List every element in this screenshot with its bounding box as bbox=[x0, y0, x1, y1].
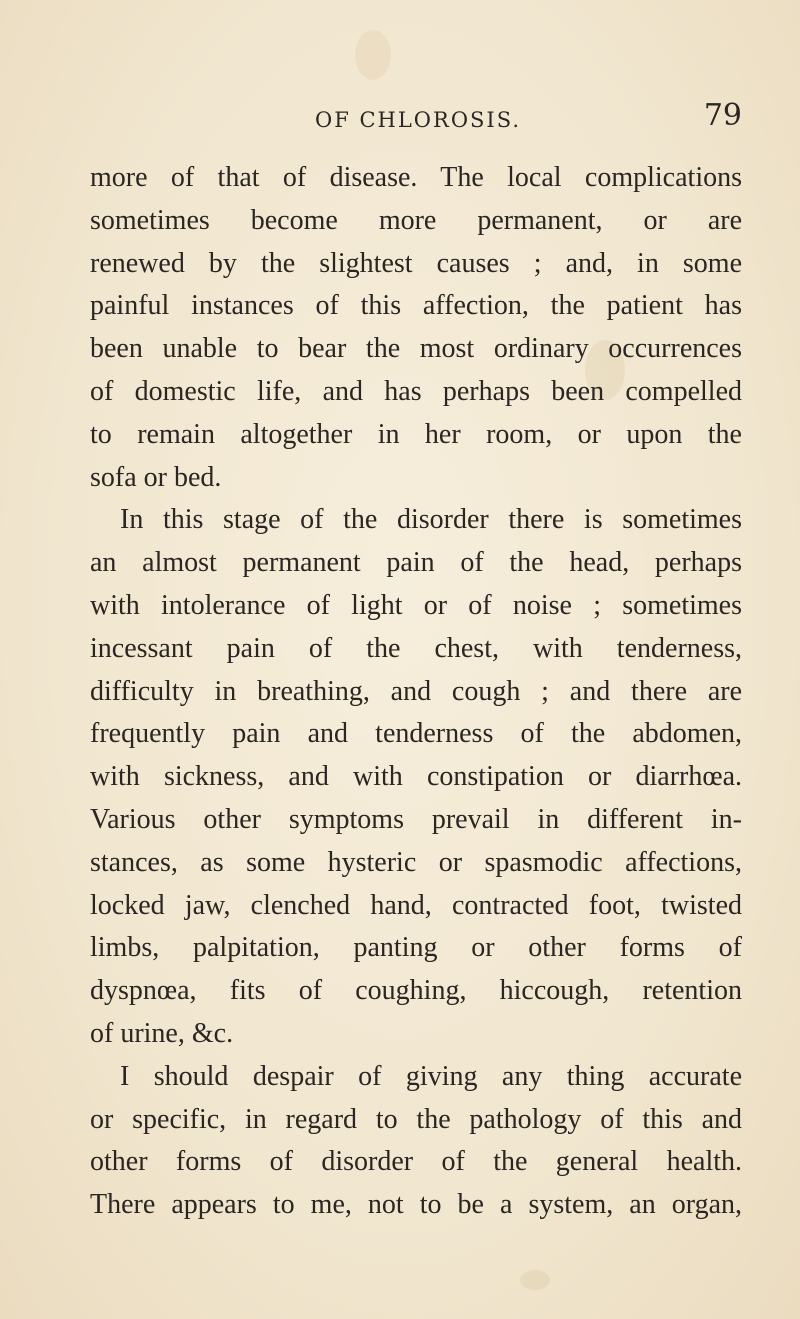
paper-stain bbox=[355, 30, 391, 80]
text-line: of domestic life, and has perhaps been compelled bbox=[90, 375, 742, 407]
text-line: renewed by the slightest causes ; and, in some bbox=[90, 247, 742, 279]
text-line: or specific, in regard to the pathology of this and bbox=[90, 1103, 742, 1135]
running-head bbox=[100, 98, 742, 144]
paragraph-start-line: I should despair of giving any thing accurate bbox=[120, 1060, 742, 1092]
text-line: locked jaw, clenched hand, contracted foot, twisted bbox=[90, 889, 742, 921]
text-line: limbs, palpitation, panting or other forms of bbox=[90, 932, 742, 964]
running-head-title: OF CHLOROSIS. bbox=[315, 108, 522, 132]
text-line: been unable to bear the most ordinary occurrences bbox=[90, 333, 742, 365]
text-line: other forms of disorder of the general health. bbox=[90, 1146, 742, 1178]
text-line: to remain altogether in her room, or upon the bbox=[90, 418, 742, 450]
text-line: with intolerance of light or of noise ; sometimes bbox=[90, 589, 742, 621]
text-line: more of that of disease. The local complications bbox=[90, 162, 742, 193]
text-line: sofa or bed. bbox=[90, 461, 222, 493]
text-line: There appears to me, not to be a system, an organ, bbox=[90, 1189, 742, 1221]
text-line: an almost permanent pain of the head, perhaps bbox=[90, 547, 742, 579]
page-number: 79 bbox=[703, 98, 742, 133]
paragraph-start-line: In this stage of the disorder there is sometimes bbox=[120, 504, 742, 536]
text-line: frequently pain and tenderness of the abdomen, bbox=[90, 718, 742, 750]
text-line: of urine, &c. bbox=[90, 1017, 234, 1049]
text-line: dyspnœa, fits of coughing, hiccough, retention bbox=[90, 975, 742, 1007]
text-line: Various other symptoms prevail in different in- bbox=[90, 803, 742, 835]
text-line: incessant pain of the chest, with tenderness, bbox=[90, 632, 742, 664]
text-line: painful instances of this affection, the patient has bbox=[90, 290, 742, 322]
text-line: with sickness, and with constipation or diarrhœa. bbox=[90, 761, 742, 793]
text-line: difficulty in breathing, and cough ; and there are bbox=[90, 675, 742, 707]
text-line: sometimes become more permanent, or are bbox=[90, 204, 742, 236]
paper-stain bbox=[520, 1270, 550, 1290]
body-text bbox=[90, 157, 742, 1227]
text-line: stances, as some hysteric or spasmodic affections, bbox=[90, 846, 742, 878]
